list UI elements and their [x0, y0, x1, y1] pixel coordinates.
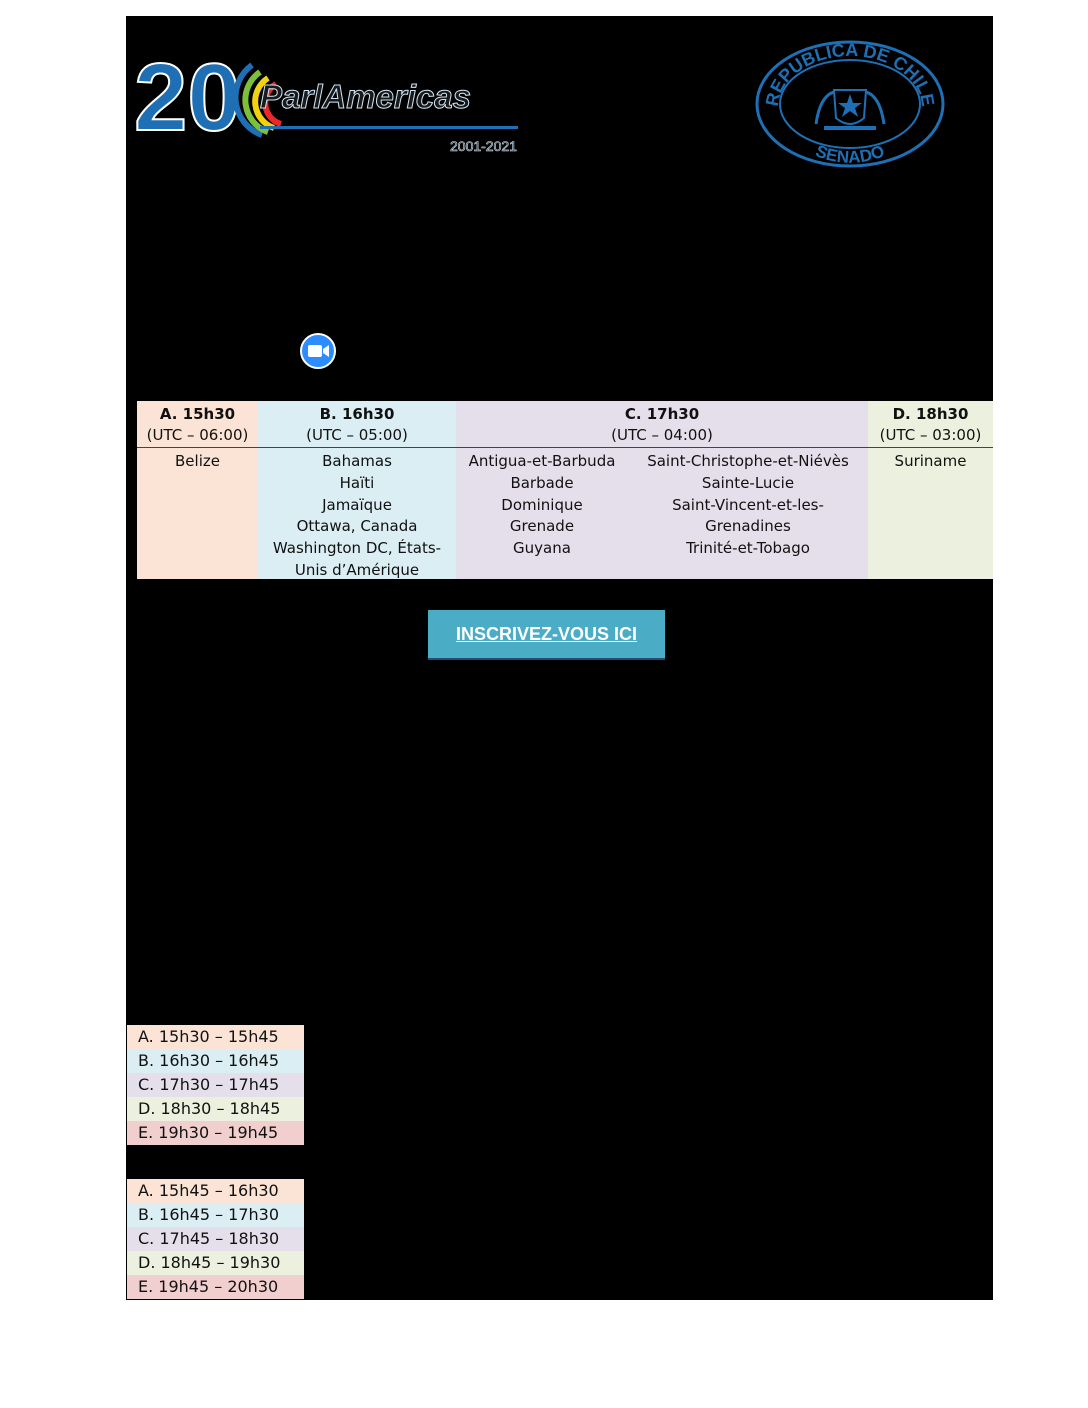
- time-slots-list-2: [127, 1179, 304, 1299]
- schedule-col-a: [137, 401, 258, 579]
- country: Barbade: [510, 473, 574, 492]
- time-slot: C. 17h30 – 17h45: [127, 1073, 304, 1097]
- document-page: [126, 16, 993, 1300]
- time-slot: D. 18h30 – 18h45: [127, 1097, 304, 1121]
- country: Suriname: [894, 452, 967, 470]
- time-slot: B. 16h30 – 16h45: [127, 1049, 304, 1073]
- time-slot: A. 15h45 – 16h30: [127, 1179, 304, 1203]
- col-d-utc: (UTC – 03:00): [879, 426, 982, 444]
- country: Antigua-et-Barbuda: [468, 452, 616, 470]
- country: Jamaïque: [322, 495, 392, 514]
- country: Unis d’Amérique: [294, 560, 420, 579]
- col-d-label: D. 18h30: [892, 405, 969, 423]
- logo-number: 20: [134, 44, 241, 151]
- country: Trinité-et-Tobago: [686, 539, 810, 558]
- country: Dominique: [501, 495, 583, 514]
- col-a-utc: (UTC – 06:00): [146, 426, 249, 444]
- col-b-utc: (UTC – 05:00): [306, 426, 408, 444]
- country: Grenadines: [705, 517, 791, 536]
- time-slot: B. 16h45 – 17h30: [127, 1203, 304, 1227]
- country: Saint-Vincent-et-les-: [672, 495, 824, 514]
- schedule-col-c: [456, 401, 868, 579]
- country: Ottawa, Canada: [296, 517, 418, 536]
- time-slot: C. 17h45 – 18h30: [127, 1227, 304, 1251]
- col-b-label: B. 16h30: [319, 405, 395, 423]
- logo-years: 2001-2021: [450, 138, 517, 154]
- time-slot: D. 18h45 – 19h30: [127, 1251, 304, 1275]
- schedule-col-d: [868, 401, 993, 579]
- country: Washington DC, États-: [272, 539, 442, 558]
- country: Guyana: [513, 539, 571, 558]
- country: Saint-Christophe-et-Niévès: [647, 452, 849, 470]
- time-slot: E. 19h45 – 20h30: [127, 1275, 304, 1299]
- col-c-label: C. 17h30: [624, 405, 700, 423]
- logo-text: ParlAmericas: [260, 78, 471, 115]
- zoom-video-icon[interactable]: [300, 333, 336, 369]
- time-slot: E. 19h30 – 19h45: [127, 1121, 304, 1145]
- country: Bahamas: [322, 452, 392, 470]
- register-button[interactable]: INSCRIVEZ-VOUS ICI: [428, 610, 665, 660]
- schedule-col-b: [258, 401, 456, 579]
- seal-bottom-text: SENADO: [813, 141, 887, 167]
- parlamericas-logo: [132, 40, 522, 160]
- country: Belize: [175, 452, 220, 470]
- schedule-table: [137, 401, 993, 579]
- senado-seal-logo: [754, 40, 946, 170]
- country: Haïti: [339, 473, 375, 492]
- country: Sainte-Lucie: [701, 473, 795, 492]
- time-slot: A. 15h30 – 15h45: [127, 1025, 304, 1049]
- country: Grenade: [509, 517, 575, 536]
- seal-top-text: REPUBLICA DE CHILE: [761, 40, 939, 108]
- col-a-label: A. 15h30: [159, 405, 236, 423]
- col-c-utc: (UTC – 04:00): [611, 426, 713, 444]
- time-slots-list-1: [127, 1025, 304, 1145]
